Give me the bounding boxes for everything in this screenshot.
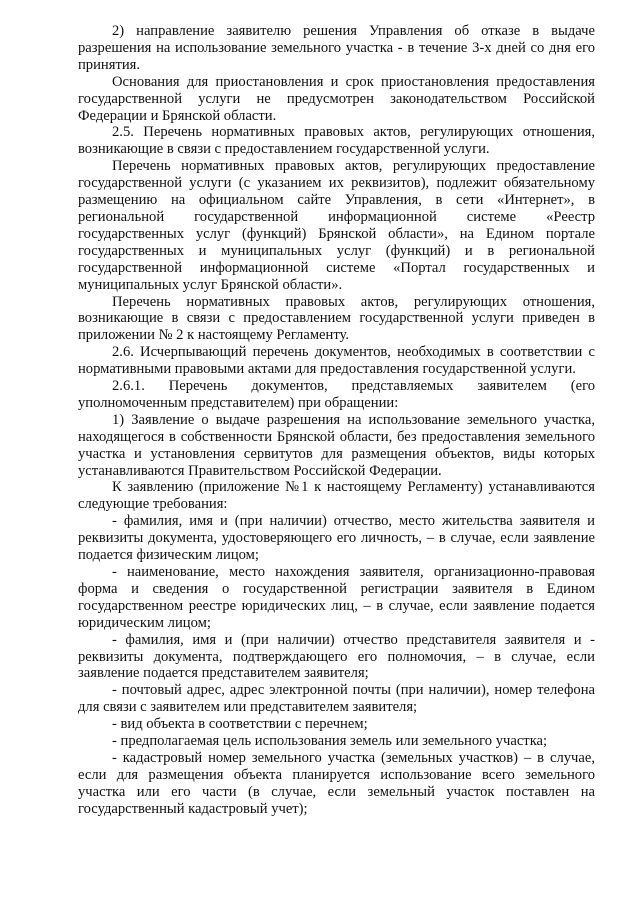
document-page <box>78 23 595 818</box>
section-2-6-1-heading: 2.6.1. Перечень документов, представляемых заявителем (его уполномоченным представителем) при обращении: <box>78 378 595 411</box>
list-item-contacts: - почтовый адрес, адрес электронной почты (при наличии), номер телефона для связи с заявителем или представителем заявителя; <box>78 682 595 716</box>
list-item-representative: - фамилия, имя и (при наличии) отчество представителя заявителя и - реквизиты документа, подтверждающего его полномочия, – в случае, если заявление подается представителем заявителя; <box>78 631 595 682</box>
paragraph-requirements-intro: К заявлению (приложение №1 к настоящему Регламенту) устанавливаются следующие требования: <box>78 479 595 513</box>
list-item-cadastral-number: - кадастровый номер земельного участка (земельных участков) – в случае, если для размещения объекта планируется использование всего земельного участка или его части (в случае, если земельный участок поставлен на государственный кадастровый учет); <box>78 749 595 817</box>
list-item-purpose: - предполагаемая цель использования земель или земельного участка; <box>112 733 548 750</box>
paragraph-acts-appendix: Перечень нормативных правовых актов, регулирующих отношения, возникающие в связи с предоставлением государственной услуги приведен в приложении № 2 к настоящему Регламенту. <box>78 293 595 344</box>
paragraph-refusal-notice: 2) направление заявителю решения Управления об отказе в выдаче разрешения на использование земельного участка - в течение 3-х дней со дня его принятия. <box>78 23 595 73</box>
section-2-6-heading: 2.6. Исчерпывающий перечень документов, необходимых в соответствии с нормативными правовыми актами для предоставления государственной услуги. <box>78 344 595 378</box>
list-item-individual: - фамилия, имя и (при наличии) отчество, место жительства заявителя и реквизиты документа, удостоверяющего его личность, – в случае, если заявление подается физическим лицом; <box>78 513 595 564</box>
list-item-legal-entity: - наименование, место нахождения заявителя, организационно-правовая форма и сведения о государственной регистрации заявителя в Едином государственном реестре юридических лиц, – в случае, если заявление подается юридическим лицом; <box>78 564 595 631</box>
paragraph-application: 1) Заявление о выдаче разрешения на использование земельного участка, находящегося в собственности Брянской области, без предоставления земельного участка и установления сервитутов для размещения объектов, виды которых устанавливаются Правительством Российской Федерации. <box>78 411 595 479</box>
paragraph-suspension-grounds: Основания для приостановления и срок приостановления предоставления государственной услуги не предусмотрен законодательством Российской Федерации и Брянской области. <box>78 73 595 124</box>
list-item-object-type: - вид объекта в соответствии с перечнем; <box>112 716 368 733</box>
section-2-5-heading: 2.5. Перечень нормативных правовых актов, регулирующих отношения, возникающие в связи с предоставлением государственной услуги. <box>78 124 595 158</box>
paragraph-acts-publication: Перечень нормативных правовых актов, регулирующих предоставление государственной услуги (с указанием их реквизитов), подлежит обязательному размещению на официальном сайте Управления, в сети «Интернет», в региональной государственной информационной системе «Реестр государственных услуг (функций) Брянской области», на Едином портале государственных и муниципальных услуг (функций) и в региональной государственной информационной системе «Портал государственных и муниципальных услуг Брянской области». <box>78 158 595 293</box>
